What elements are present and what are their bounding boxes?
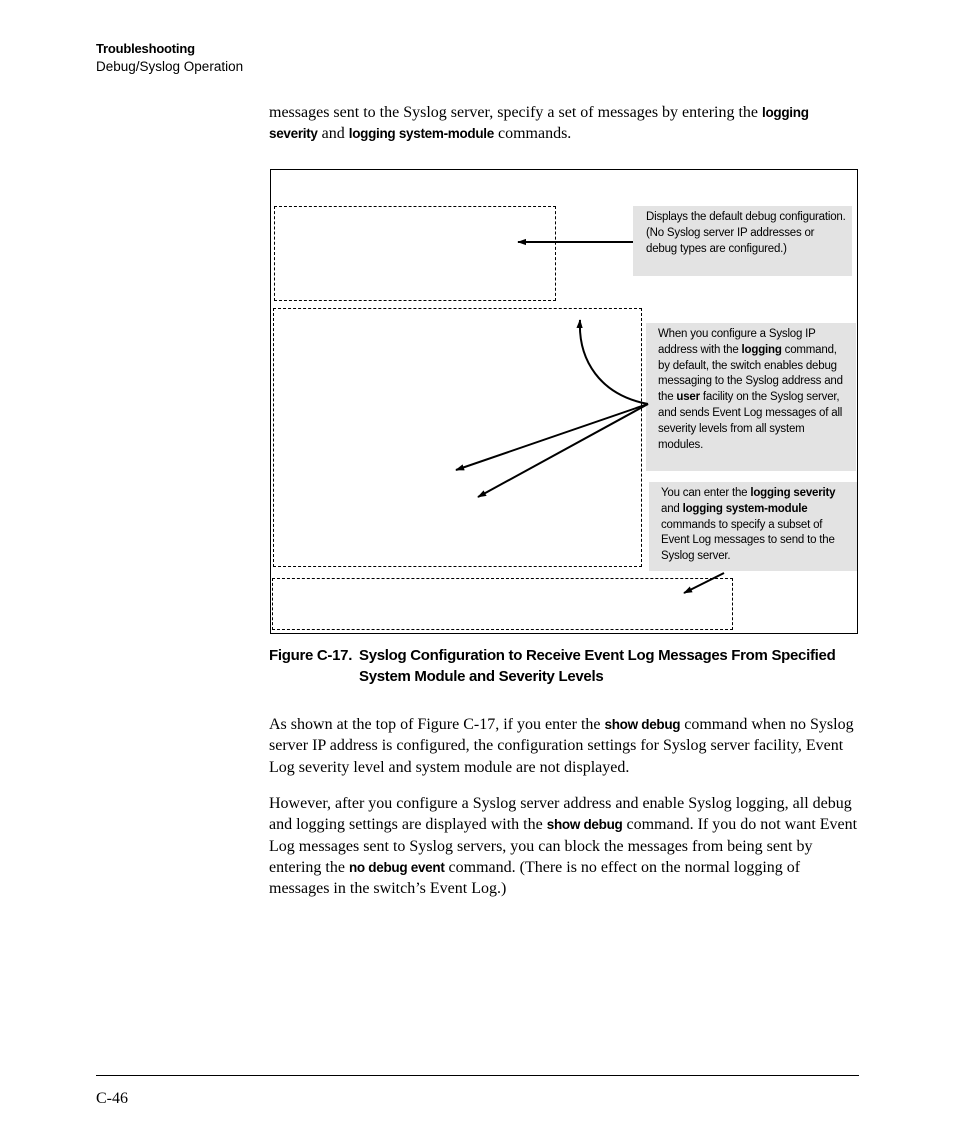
- callout-text: When you configure a Syslog IP address with the: [658, 328, 816, 356]
- callout-command: logging system-module: [682, 502, 808, 515]
- callout-default-debug: Displays the default debug configuration. (No Syslog server IP addresses or debug types are configured.): [633, 206, 852, 276]
- body-paragraph-2: [269, 793, 859, 899]
- intro-text: and: [317, 125, 349, 143]
- body-text: command. (There is no effect on the normal logging of messages in the switch’s Event Log.): [269, 858, 801, 898]
- intro-text: commands.: [493, 125, 572, 143]
- intro-text: messages sent to the Syslog server, specify a set of messages by entering the: [269, 104, 763, 121]
- arrow-curved-up: [580, 320, 648, 404]
- callout-text: commands to specify a subset of Event Log messages to send to the Syslog server.: [661, 518, 835, 563]
- body-text: However, after you configure a Syslog server address and enable Syslog logging, all debug and logging settings are displayed with the: [269, 795, 852, 834]
- callout-text: You can enter the: [661, 487, 751, 499]
- running-header-title: Troubleshooting: [96, 41, 195, 56]
- command-show-debug: show debug: [604, 717, 681, 732]
- arrow-to-severity-config: [684, 573, 724, 593]
- callout-text: and: [661, 502, 683, 515]
- arrow-to-logging-line-2: [478, 404, 648, 497]
- command-show-debug: show debug: [546, 817, 623, 833]
- callout-command: user: [676, 391, 700, 404]
- body-text: command when no Syslog server IP address is configured, the configuration settings for Syslog server facility, Event Log severity level and system module are not displayed.: [269, 716, 854, 776]
- body-text: As shown at the top of Figure C-17, if you enter the: [269, 716, 605, 733]
- callout-command: logging severity: [750, 487, 836, 499]
- page-number: C-46: [96, 1090, 128, 1107]
- command-logging-system-module: logging system-module: [348, 126, 494, 142]
- callout-text: facility on the Syslog server, and sends Event Log messages of all severity levels from all system modules.: [658, 391, 843, 451]
- footer-divider: [96, 1075, 859, 1076]
- callout-text: command, by default, the switch enables debug messaging to the Syslog address and the: [658, 343, 843, 404]
- command-logging-severity: logging severity: [269, 105, 809, 142]
- figure-label: Figure C-17.: [269, 647, 353, 664]
- body-paragraph-1: [269, 714, 859, 778]
- callout-command: logging: [741, 343, 782, 356]
- running-header-subtitle: Debug/Syslog Operation: [96, 59, 244, 74]
- command-no-debug-event: no debug event: [348, 859, 445, 875]
- figure-title: Syslog Configuration to Receive Event Log Messages From Specified System Module and Severity Levels: [359, 647, 836, 685]
- body-text: command. If you do not want Event Log messages sent to Syslog servers, you can block the messages from being sent by entering the: [269, 816, 858, 876]
- arrow-to-logging-line-1: [456, 404, 648, 470]
